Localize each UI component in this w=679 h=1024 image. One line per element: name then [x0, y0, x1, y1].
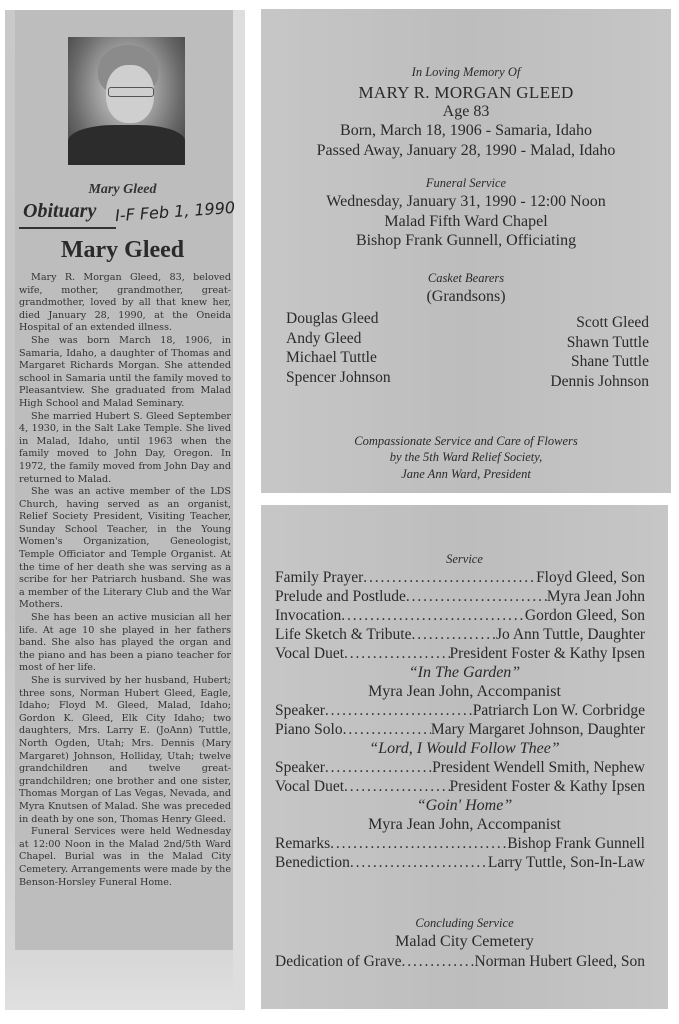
service-person: President Wendell Smith, Nephew [432, 759, 645, 776]
bearer-name: Shawn Tuttle [566, 333, 649, 351]
passed-line: Passed Away, January 28, 1990 - Malad, Idaho [316, 142, 616, 159]
born-line: Born, March 18, 1906 - Samaria, Idaho [340, 122, 592, 139]
memory-heading: In Loving Memory Of [411, 65, 521, 79]
portrait-photo [68, 37, 185, 165]
bearer-name: Michael Tuttle [286, 349, 377, 366]
service-person: President Foster & Kathy Ipsen [449, 645, 645, 662]
service-item [275, 835, 645, 853]
funeral-place: Malad Fifth Ward Chapel [384, 213, 548, 230]
service-person: Gordon Gleed, Son [524, 607, 645, 624]
leader-dots [344, 645, 450, 663]
flowers-line-2: by the 5th Ward Relief Society, [389, 450, 543, 464]
service-item [275, 626, 645, 644]
program-service-panel [261, 505, 668, 1009]
obituary-paragraph: She is survived by her husband, Hubert; three sons, Norman Hubert Gleed, Eagle, Idaho; Floyd M. Gleed, Malad, Idaho; Gordon K. Gleed, Elk City Idaho; two daughters, Mrs. Larry E. (JoAnn) Tuttle, North Ogden, Utah; Mrs. Dennis (Mary Margaret) Johnson, Holliday, Utah; twelve grandchildren and twelve great-grandchildren; one brother and one sister, Thomas Morgan of Las Vegas, Nevada, and Myra Knutsen of Malad. She was preceded in death by one son, Thomas Henry Gleed. [19, 675, 231, 825]
obituary-paragraph: She married Hubert S. Gleed September 4, 1930, in the Salt Lake Temple. She lived in Malad, Idaho, until 1963 when the family moved to John Day, Oregon. In 1972, the family moved from John Day and returned to Malad. [19, 410, 231, 485]
service-part: Speaker [275, 702, 325, 719]
service-item [275, 778, 645, 796]
service-part: Dedication of Grave [275, 953, 402, 970]
obituary-headline: Mary Gleed [60, 237, 185, 263]
song-title: “In The Garden” [408, 664, 521, 681]
officiating-line: Bishop Frank Gunnell, Officiating [355, 232, 577, 249]
handwritten-note: I-F Feb 1, 1990 [114, 197, 236, 226]
service-item [275, 588, 645, 606]
leader-dots [350, 854, 488, 872]
service-person: Myra Jean John [546, 588, 645, 605]
funeral-heading: Funeral Service [425, 176, 507, 190]
leader-dots [402, 953, 475, 971]
bearers-left-column [286, 309, 391, 387]
clipping-edge [233, 10, 245, 1010]
service-part: Invocation [275, 607, 342, 624]
flowers-line-1: Compassionate Service and Care of Flowers [354, 434, 578, 448]
bearers-right-column [550, 313, 649, 391]
photo-glasses [108, 87, 154, 97]
obituary-paragraph: She has been an active musician all her life. At age 10 she played in her fathers band. She also has played the organ and the piano and has been a piano teacher for most of her life. [19, 612, 231, 674]
service-part: Benediction [275, 854, 350, 871]
leader-dots [406, 588, 547, 606]
service-part: Remarks [275, 835, 331, 852]
service-part: Piano Solo [275, 721, 343, 738]
service-heading: Service [446, 552, 483, 566]
bearer-name: Dennis Johnson [550, 372, 649, 390]
service-part: Life Sketch & Tribute [275, 626, 412, 643]
service-person: Floyd Gleed, Son [536, 569, 645, 586]
service-person: Patriarch Lon W. Corbridge [472, 702, 645, 719]
leader-dots [330, 835, 507, 853]
service-person: Norman Hubert Gleed, Son [474, 953, 645, 970]
service-item [275, 645, 645, 663]
photo-caption: Mary Gleed [88, 182, 157, 197]
concluding-heading: Concluding Service [415, 916, 514, 930]
concluding-place: Malad City Cemetery [395, 933, 534, 950]
leader-dots [344, 778, 450, 796]
service-part: Family Prayer [275, 569, 364, 586]
bearer-name: Spencer Johnson [286, 368, 391, 386]
obituary-paragraph: She was born March 18, 1906, in Samaria, Idaho, a daughter of Thomas and Margaret Richards Morgan. She attended school in Samaria until the family moved to Pleasantview. She graduated from Malad High School and Malad Seminary. [19, 334, 231, 409]
obituary-paragraph: She was an active member of the LDS Church, having served as an organist, Relief Society President, Visiting Teacher, Sunday School Teacher, in the Young Women's Organization, Geneologist, Temple Officiator and Temple Organist. At the time of her death she was serving as a scribe for her Patriarch husband. She was a member of the Literary Club and the War Mothers. [19, 486, 231, 611]
bearers-subheading: (Grandsons) [426, 288, 506, 305]
leader-dots [325, 759, 432, 777]
bearers-heading: Casket Bearers [427, 271, 505, 285]
leader-dots [325, 702, 473, 720]
service-item [275, 721, 645, 739]
program-front-panel [261, 9, 671, 493]
leader-dots [363, 569, 536, 587]
service-item [275, 759, 645, 777]
dedication-item [275, 953, 645, 971]
service-person: Larry Tuttle, Son-In-Law [487, 854, 645, 871]
service-person: Jo Ann Tuttle, Daughter [496, 626, 645, 643]
service-part: Speaker [275, 759, 325, 776]
newspaper-clipping [5, 10, 245, 1010]
bearer-name: Shane Tuttle [571, 353, 649, 370]
leader-dots [343, 721, 431, 739]
age-line: Age 83 [442, 103, 490, 120]
obituary-body [19, 272, 231, 889]
obituary-underline [19, 227, 116, 229]
bearer-name: Douglas Gleed [286, 310, 379, 327]
flowers-line-3: Jane Ann Ward, President [401, 467, 531, 481]
bearer-name: Andy Gleed [286, 329, 362, 347]
service-part: Prelude and Postlude [275, 588, 406, 605]
deceased-name: MARY R. MORGAN GLEED [358, 83, 574, 102]
leader-dots [341, 607, 525, 625]
leader-dots [411, 626, 496, 644]
song-title: “Lord, I Would Follow Thee” [369, 740, 560, 757]
accompanist-line: Myra Jean John, Accompanist [368, 683, 561, 700]
service-part: Vocal Duet [275, 645, 345, 662]
service-person: President Foster & Kathy Ipsen [449, 778, 645, 795]
service-item [275, 569, 645, 587]
obituary-paragraph: Mary R. Morgan Gleed, 83, beloved wife, mother, grandmother, great-grandmother, loved by all that knew her, died January 28, 1990, at the Oneida Hospital of an extended illness. [19, 272, 231, 334]
bearer-name: Scott Gleed [576, 314, 649, 331]
obituary-label: Obituary [23, 200, 97, 222]
photo-body [68, 125, 185, 165]
service-person: Bishop Frank Gunnell [507, 835, 645, 852]
obituary-paragraph: Funeral Services were held Wednesday at 12:00 Noon in the Malad 2nd/5th Ward Chapel. Burial was in the Malad City Cemetery. Arrangements were made by the Benson-Horsley Funeral Home. [19, 826, 231, 888]
accompanist-line: Myra Jean John, Accompanist [368, 816, 561, 833]
service-item [275, 702, 645, 720]
service-item [275, 854, 645, 872]
song-title: “Goin' Home” [416, 797, 513, 814]
service-part: Vocal Duet [275, 778, 345, 795]
service-person: Mary Margaret Johnson, Daughter [430, 721, 645, 738]
funeral-date: Wednesday, January 31, 1990 - 12:00 Noon [326, 193, 606, 210]
service-item [275, 607, 645, 625]
